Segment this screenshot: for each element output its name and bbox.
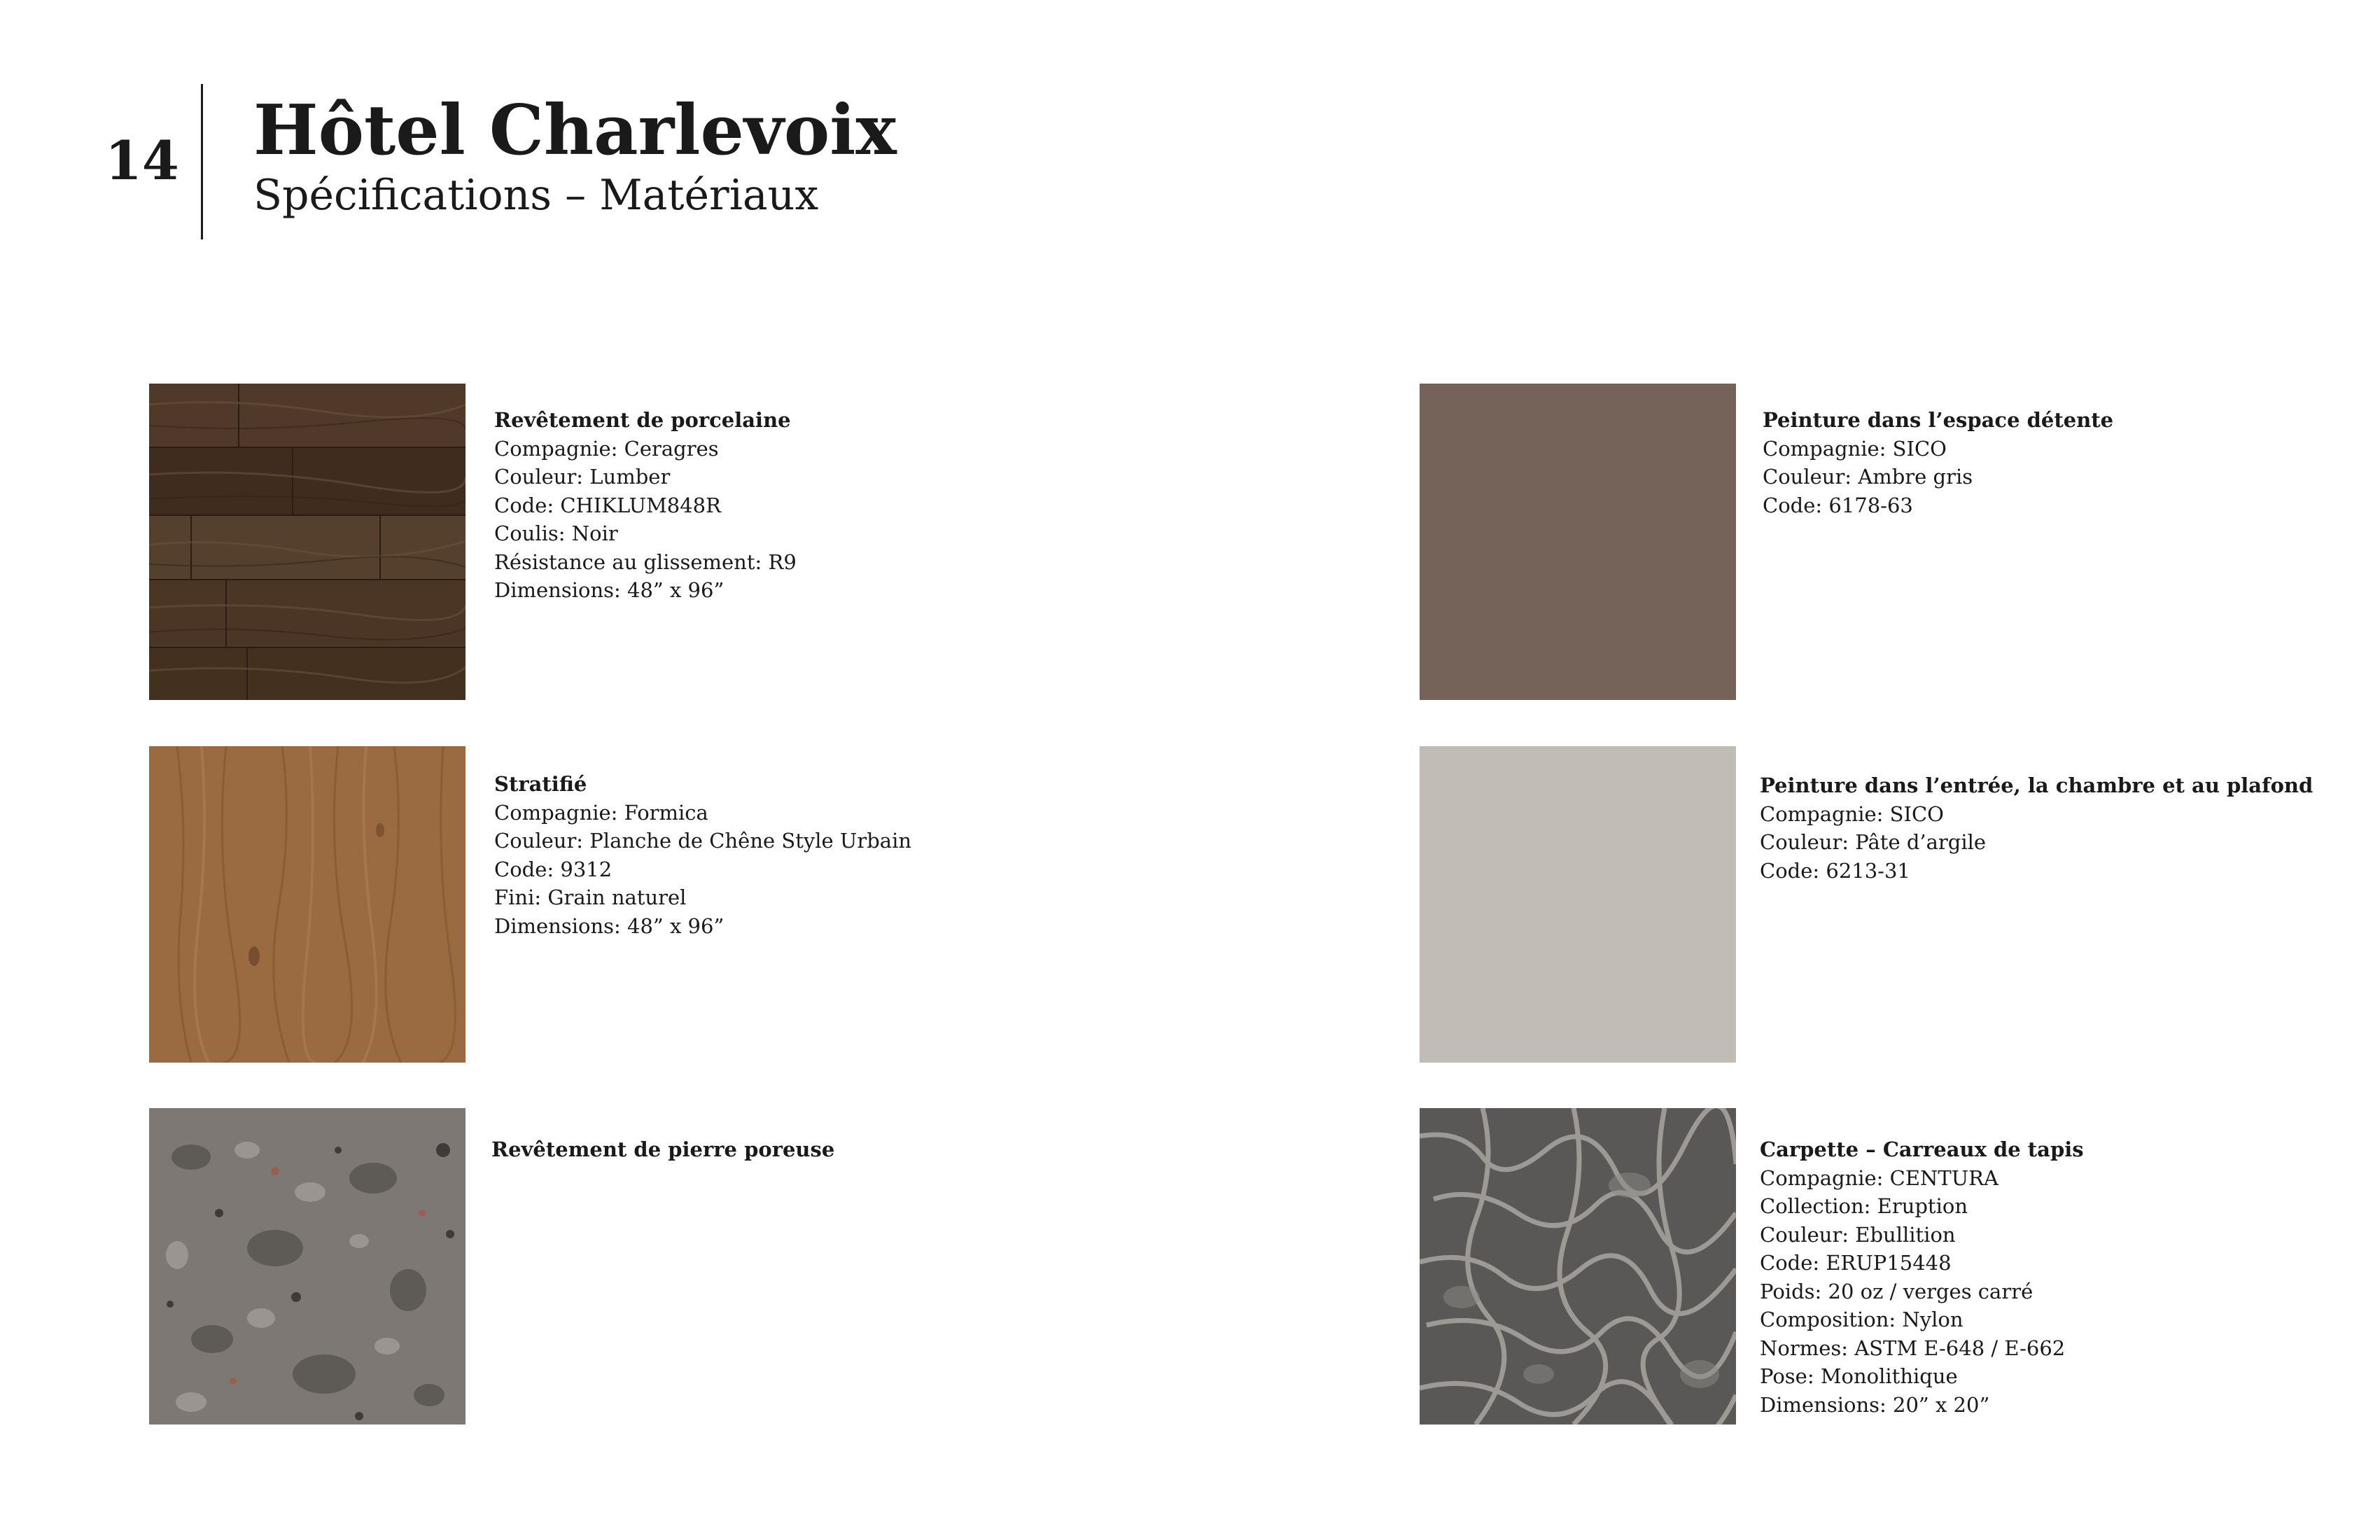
swatch-carpet-eruption xyxy=(1420,1108,1736,1424)
spec-paint-entrance xyxy=(1760,771,2313,885)
swatch-porous-stone xyxy=(149,1108,465,1424)
spec-laminate xyxy=(494,770,911,940)
wood-texture-image xyxy=(149,384,465,700)
header-divider xyxy=(201,84,203,239)
swatch-paint-ambre-gris xyxy=(1420,384,1736,700)
spec-heading: Peinture dans l’entrée, la chambre et au plafond xyxy=(1760,774,2314,797)
swatch-porcelain-wood xyxy=(149,384,465,700)
spec-line: Code: 9312 xyxy=(494,857,612,881)
spec-line: Composition: Nylon xyxy=(1760,1308,1963,1331)
spec-heading: Peinture dans l’espace détente xyxy=(1763,408,2114,432)
spec-line: Dimensions: 20” x 20” xyxy=(1760,1392,1990,1417)
spec-heading: Revêtement de porcelaine xyxy=(494,408,791,432)
spec-carpet xyxy=(1760,1135,2084,1419)
stone-texture-image xyxy=(149,1108,465,1424)
spec-line: Code: ERUP15448 xyxy=(1760,1251,1952,1275)
spec-line: Fini: Grain naturel xyxy=(494,886,687,909)
spec-line: Poids: 20 oz / verges carré xyxy=(1760,1279,2033,1303)
spec-line: Compagnie: CENTURA xyxy=(1760,1166,1998,1190)
page-subtitle: Spécifications – Matériaux xyxy=(253,171,819,220)
spec-line: Couleur: Ebullition xyxy=(1760,1222,1956,1247)
spec-line: Compagnie: Formica xyxy=(494,800,708,825)
spec-line: Code: CHIKLUM848R xyxy=(494,493,721,517)
spec-line: Code: 6178-63 xyxy=(1763,493,1913,517)
spec-line: Coulis: Noir xyxy=(494,522,618,545)
spec-line: Pose: Monolithique xyxy=(1760,1364,1958,1388)
spec-line: Collection: Eruption xyxy=(1760,1194,1968,1218)
spec-heading: Stratifié xyxy=(494,772,587,796)
page-title: Hôtel Charlevoix xyxy=(253,90,897,171)
spec-line: Couleur: Pâte d’argile xyxy=(1760,830,1987,854)
spec-heading: Revêtement de pierre poreuse xyxy=(491,1138,835,1161)
swatch-laminate-oak xyxy=(149,746,465,1063)
spec-line: Compagnie: Ceragres xyxy=(494,436,719,461)
page-number: 14 xyxy=(105,130,179,192)
spec-porous-stone xyxy=(491,1135,834,1164)
spec-line: Résistance au glissement: R9 xyxy=(494,550,797,574)
spec-line: Normes: ASTM E-648 / E-662 xyxy=(1760,1336,2066,1360)
oak-texture-image xyxy=(149,746,465,1063)
spec-heading: Carpette – Carreaux de tapis xyxy=(1760,1138,2084,1161)
spec-line: Compagnie: SICO xyxy=(1763,436,1947,461)
spec-line: Couleur: Ambre gris xyxy=(1763,465,1973,489)
spec-line: Couleur: Planche de Chêne Style Urbain xyxy=(494,829,912,853)
spec-line: Compagnie: SICO xyxy=(1760,802,1944,826)
spec-line: Code: 6213-31 xyxy=(1760,858,1910,883)
swatch-paint-pate-argile xyxy=(1420,746,1736,1063)
spec-line: Dimensions: 48” x 96” xyxy=(494,578,724,602)
spec-paint-lounge xyxy=(1763,406,2113,519)
spec-line: Dimensions: 48” x 96” xyxy=(494,913,724,938)
spec-line: Couleur: Lumber xyxy=(494,465,671,489)
spec-porcelain xyxy=(494,406,797,605)
carpet-texture-image xyxy=(1420,1108,1736,1424)
